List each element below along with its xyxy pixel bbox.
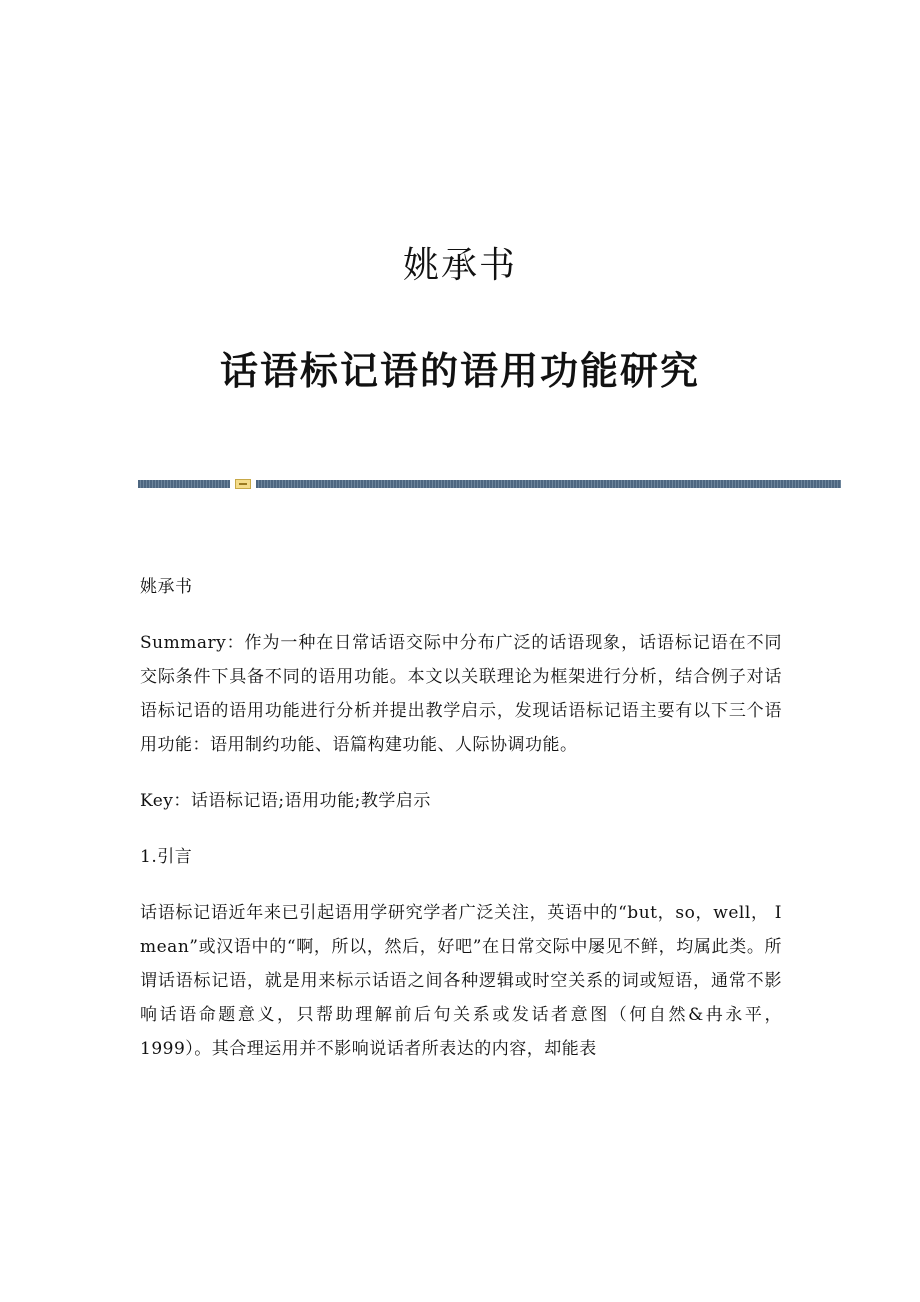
divider-ornament-icon [235, 479, 251, 489]
document-body [140, 570, 782, 1088]
document-author-heading: 姚承书 [402, 245, 517, 287]
author-line: 姚承书 [140, 577, 193, 597]
document-title: 话语标记语的语用功能研究 [219, 349, 700, 394]
keywords-line: Key：话语标记语;语用功能;教学启示 [140, 791, 431, 811]
summary-paragraph: Summary：作为一种在日常话语交际中分布广泛的话语现象，话语标记语在不同交际条件下具备不同的语用功能。本文以关联理论为框架进行分析，结合例子对话语标记语的语用功能进行分析并提出教学启示，发现话语标记语主要有以下三个语用功能：语用制约功能、语篇构建功能、人际协调功能。 [140, 633, 782, 755]
section-heading: 1.引言 [140, 847, 193, 867]
body-paragraph: 话语标记语近年来已引起语用学研究学者广泛关注，英语中的“but，so，well， I mean”或汉语中的“啊，所以，然后，好吧”在日常交际中屡见不鲜，均属此类。所谓话语标记语，就是用来标示话语之间各种逻辑或时空关系的词或短语，通常不影响话语命题意义，只帮助理解前后句关系或发话者意图（何自然&冉永平，1999）。其合理运用并不影响说话者所表达的内容，却能表 [140, 903, 782, 1059]
divider-bar-right [256, 480, 841, 488]
divider-bar-left [138, 480, 230, 488]
title-divider [138, 479, 841, 489]
